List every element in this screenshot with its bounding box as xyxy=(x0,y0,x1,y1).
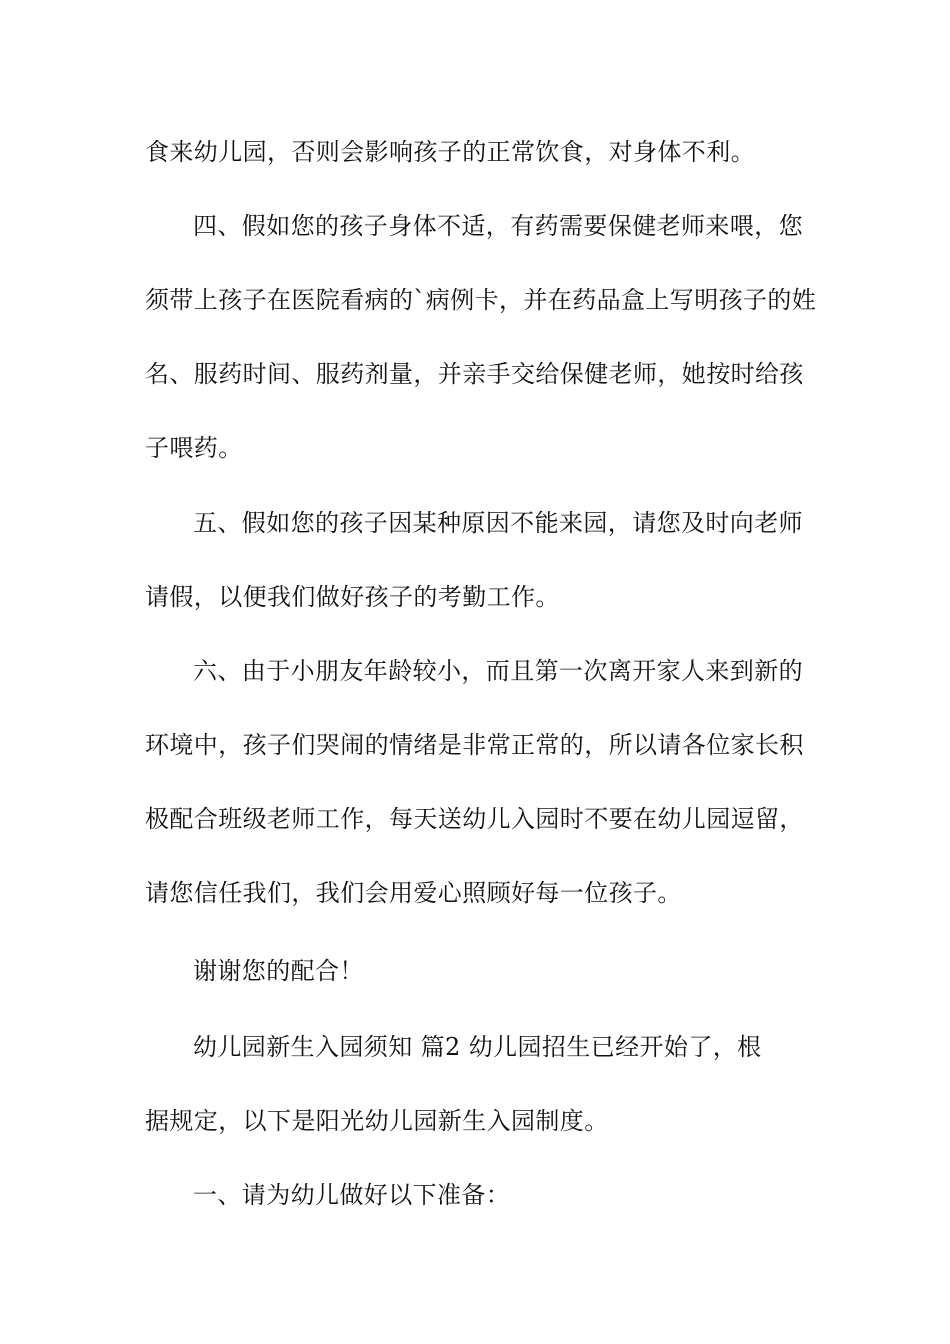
text-line: 极配合班级老师工作，每天送幼儿入园时不要在幼儿园逗留， xyxy=(145,805,804,833)
text-line: 食来幼儿园，否则会影响孩子的正常饮食，对身体不利。 xyxy=(145,138,755,166)
text-line: 六、由于小朋友年龄较小，而且第一次离开家人来到新的 xyxy=(193,657,803,685)
text-line: 子喂药。 xyxy=(145,434,243,462)
text-line: 四、假如您的孩子身体不适，有药需要保健老师来喂，您 xyxy=(193,212,803,240)
text-line: 须带上孩子在医院看病的`病例卡，并在药品盒上写明孩子的姓 xyxy=(145,286,817,314)
text-line: 名、服药时间、服药剂量，并亲手交给保健老师，她按时给孩 xyxy=(145,360,804,388)
text-line: 幼儿园新生入园须知 篇2 幼儿园招生已经开始了，根 xyxy=(193,1033,762,1061)
text-line: 谢谢您的配合！ xyxy=(193,957,364,985)
text-line: 五、假如您的孩子因某种原因不能来园，请您及时向老师 xyxy=(193,509,803,537)
text-line: 请您信任我们，我们会用爱心照顾好每一位孩子。 xyxy=(145,879,682,907)
text-line: 请假，以便我们做好孩子的考勤工作。 xyxy=(145,583,560,611)
text-line: 一、请为幼儿做好以下准备： xyxy=(193,1181,511,1209)
text-line: 环境中，孩子们哭闹的情绪是非常正常的，所以请各位家长积 xyxy=(145,731,804,759)
text-line: 据规定，以下是阳光幼儿园新生入园制度。 xyxy=(145,1107,609,1135)
